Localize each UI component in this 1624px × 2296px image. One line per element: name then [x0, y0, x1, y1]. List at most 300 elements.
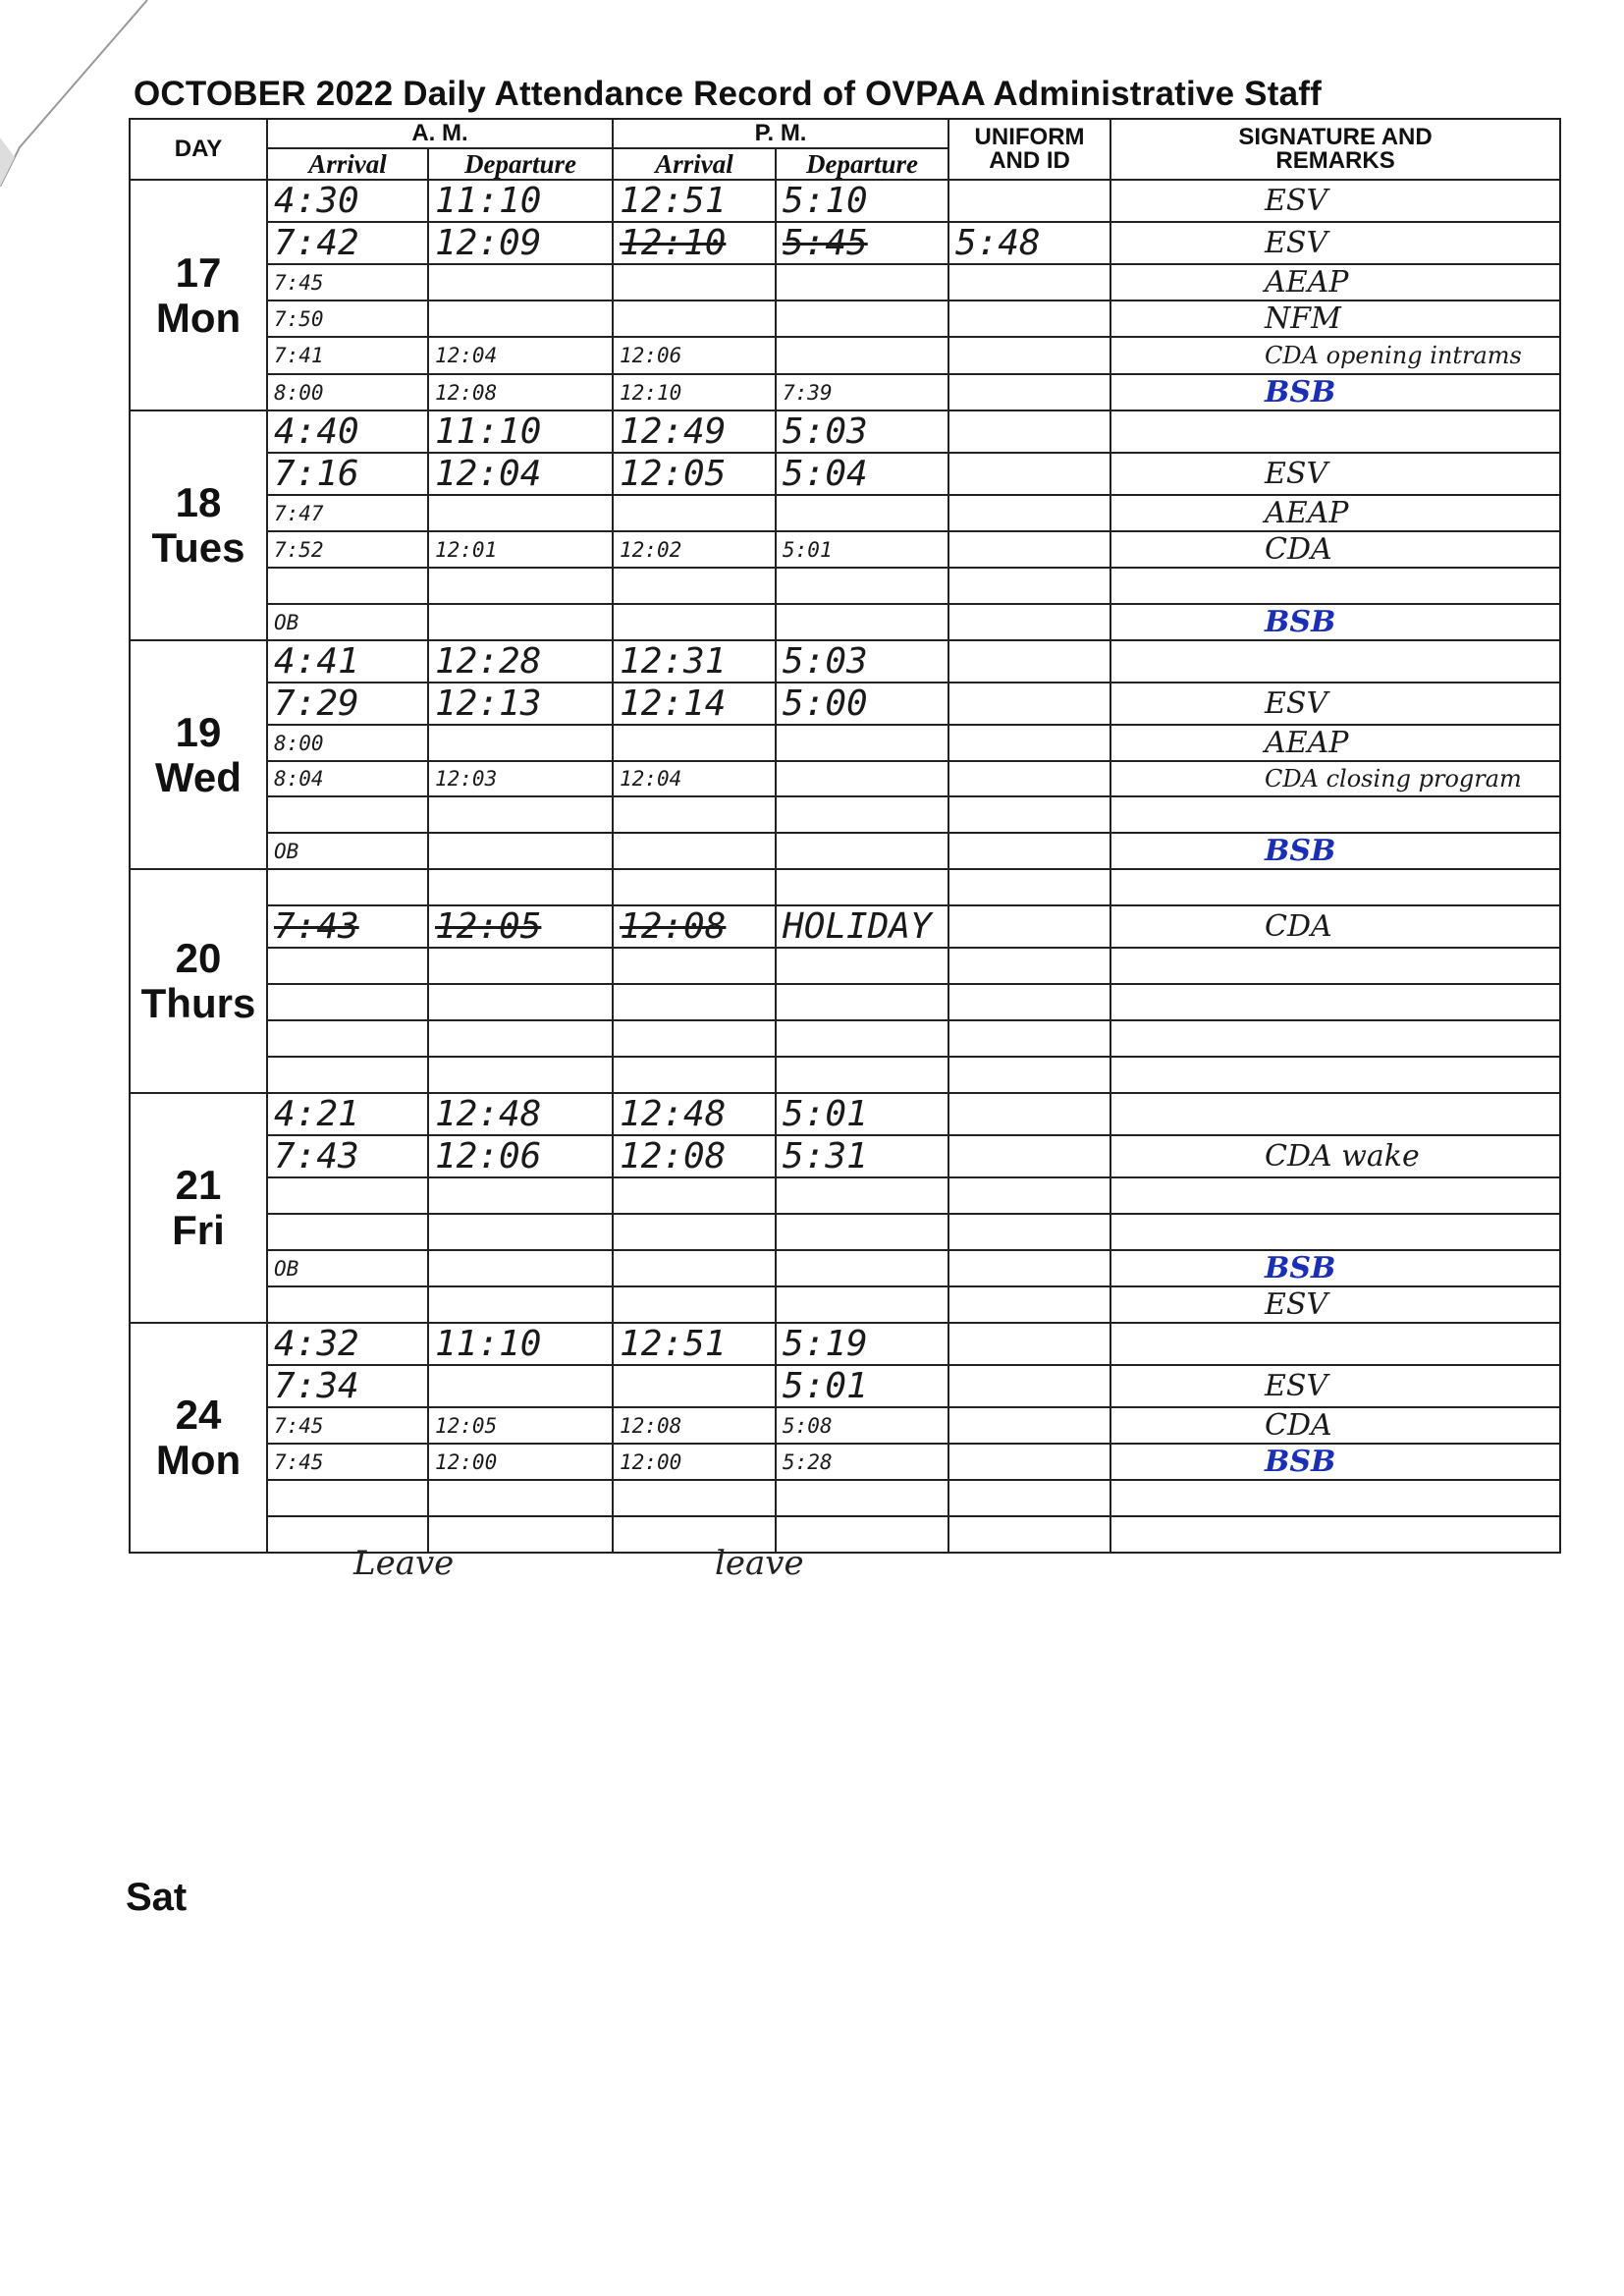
remark-text [1117, 949, 1265, 983]
signature-cell [1110, 1177, 1560, 1214]
table-row [130, 1020, 1560, 1057]
time-cell-pm-arr [613, 604, 776, 640]
table-row [130, 833, 1560, 869]
table-row [130, 264, 1560, 301]
signature-cell [1110, 495, 1560, 531]
time-cell-am-dep [428, 301, 613, 337]
handwritten-time: 12:31 [620, 641, 727, 682]
time-cell-uniform [948, 1444, 1110, 1480]
time-cell-am-arr [267, 1250, 428, 1286]
time-cell-am-dep [428, 604, 613, 640]
table-row [130, 796, 1560, 833]
handwritten-time: OB [274, 610, 299, 634]
handwritten-time: 12:05 [435, 906, 542, 947]
time-cell-am-dep [428, 1177, 613, 1214]
remark-text: BSB [1265, 1445, 1336, 1479]
remark-text: BSB [1265, 605, 1336, 639]
handwritten-time: 11:10 [435, 181, 542, 221]
remark-text: CDA [1265, 909, 1332, 944]
table-row [130, 725, 1560, 761]
signature-cell [1110, 948, 1560, 984]
handwritten-time: 7:16 [274, 454, 359, 494]
handwritten-time: 5:01 [783, 1366, 868, 1406]
time-cell-am-arr [267, 1286, 428, 1323]
time-cell-am-dep [428, 1020, 613, 1057]
time-cell-am-arr [267, 1177, 428, 1214]
time-cell-uniform [948, 761, 1110, 796]
time-cell-pm-arr [613, 222, 776, 264]
time-cell-uniform [948, 568, 1110, 604]
time-cell-am-dep [428, 1365, 613, 1407]
day-cell [130, 640, 267, 869]
signature-cell [1110, 1020, 1560, 1057]
time-cell-uniform [948, 222, 1110, 264]
remark-text [1117, 1021, 1265, 1056]
day-name: Thurs [140, 980, 256, 1026]
time-cell-pm-arr [613, 1250, 776, 1286]
time-cell-pm-dep [776, 1250, 948, 1286]
time-cell-uniform [948, 1480, 1110, 1516]
time-cell-am-arr [267, 531, 428, 568]
time-cell-pm-arr [613, 1365, 776, 1407]
time-cell-am-arr [267, 337, 428, 374]
handwritten-time: 8:04 [274, 767, 324, 791]
handwritten-time: 7:39 [783, 380, 833, 405]
handwritten-time: 5:08 [783, 1413, 833, 1438]
time-cell-am-arr [267, 1135, 428, 1177]
time-cell-pm-arr [613, 374, 776, 410]
handwritten-time: 5:01 [783, 1094, 868, 1134]
day-name: Fri [172, 1207, 225, 1253]
handwritten-time: 4:32 [274, 1324, 359, 1364]
time-cell-am-dep [428, 180, 613, 222]
table-row [130, 869, 1560, 905]
time-cell-uniform [948, 683, 1110, 725]
signature-cell [1110, 1516, 1560, 1553]
signature-cell [1110, 1323, 1560, 1365]
footer-day-label: Sat [126, 1876, 188, 1919]
time-cell-pm-arr [613, 1214, 776, 1250]
table-row [130, 222, 1560, 264]
remark-text: AEAP [1265, 496, 1349, 530]
table-row [130, 410, 1560, 453]
time-cell-pm-arr [613, 761, 776, 796]
time-cell-pm-dep [776, 761, 948, 796]
signature-cell [1110, 374, 1560, 410]
signature-cell [1110, 1286, 1560, 1323]
attendance-table [129, 118, 1561, 1554]
handwritten-time: 11:10 [435, 1324, 542, 1364]
handwritten-time: 7:52 [274, 537, 324, 562]
remark-text [1117, 797, 1265, 832]
page-title: OCTOBER 2022 Daily Attendance Record of OVPAA Administrative Staff [134, 75, 1322, 113]
remark-text [1117, 1178, 1265, 1213]
signature-cell [1110, 1093, 1560, 1135]
handwritten-time: 12:48 [620, 1094, 727, 1134]
signature-cell [1110, 222, 1560, 264]
time-cell-am-arr [267, 1020, 428, 1057]
table-header [130, 119, 1560, 180]
time-cell-pm-arr [613, 640, 776, 683]
signature-cell [1110, 1135, 1560, 1177]
time-cell-am-dep [428, 495, 613, 531]
signature-cell [1110, 410, 1560, 453]
handwritten-time: 5:31 [783, 1136, 868, 1176]
time-cell-am-dep [428, 1480, 613, 1516]
time-cell-pm-dep [776, 1020, 948, 1057]
time-cell-pm-arr [613, 180, 776, 222]
day-cell [130, 180, 267, 410]
time-cell-am-dep [428, 761, 613, 796]
time-cell-am-arr [267, 568, 428, 604]
time-cell-uniform [948, 1323, 1110, 1365]
header-signature-line1: SIGNATURE AND [1238, 124, 1433, 150]
time-cell-pm-dep [776, 604, 948, 640]
header-day: DAY [130, 119, 267, 180]
handwritten-time: OB [274, 839, 299, 863]
time-cell-am-arr [267, 1057, 428, 1093]
time-cell-pm-dep [776, 1323, 948, 1365]
header-pm-arrival: Arrival [613, 148, 776, 180]
signature-cell [1110, 725, 1560, 761]
time-cell-am-dep [428, 683, 613, 725]
time-cell-uniform [948, 410, 1110, 453]
time-cell-pm-arr [613, 683, 776, 725]
remark-text: ESV [1265, 226, 1328, 260]
remark-text [1117, 1097, 1265, 1131]
handwritten-time: 7:34 [274, 1366, 359, 1406]
table-body [130, 180, 1560, 1553]
remark-text: ESV [1265, 1287, 1328, 1322]
table-row [130, 905, 1560, 948]
remark-text [1117, 569, 1265, 603]
time-cell-uniform [948, 640, 1110, 683]
table-row [130, 761, 1560, 796]
time-cell-pm-dep [776, 948, 948, 984]
leave-note-pm: leave [715, 1544, 804, 1583]
time-cell-pm-dep [776, 1057, 948, 1093]
time-cell-uniform [948, 1093, 1110, 1135]
handwritten-time: 8:00 [274, 380, 324, 405]
table-row [130, 1250, 1560, 1286]
day-cell [130, 869, 267, 1093]
handwritten-time: 4:41 [274, 641, 359, 682]
time-cell-pm-arr [613, 531, 776, 568]
time-cell-am-dep [428, 948, 613, 984]
time-cell-am-arr [267, 984, 428, 1020]
time-cell-am-dep [428, 1057, 613, 1093]
handwritten-time: 12:09 [435, 223, 542, 263]
day-cell [130, 410, 267, 640]
remark-text [1117, 1058, 1265, 1092]
signature-cell [1110, 833, 1560, 869]
remark-text: NFM [1265, 301, 1341, 336]
time-cell-pm-dep [776, 1407, 948, 1444]
time-cell-uniform [948, 833, 1110, 869]
table-row [130, 1177, 1560, 1214]
time-cell-am-dep [428, 640, 613, 683]
time-cell-pm-arr [613, 453, 776, 495]
table-row [130, 180, 1560, 222]
signature-cell [1110, 1407, 1560, 1444]
remark-text: BSB [1265, 375, 1336, 410]
time-cell-am-arr [267, 948, 428, 984]
handwritten-time: 5:48 [955, 223, 1041, 263]
handwritten-time: 11:10 [435, 411, 542, 452]
time-cell-uniform [948, 374, 1110, 410]
time-cell-uniform [948, 1516, 1110, 1553]
time-cell-am-arr [267, 301, 428, 337]
time-cell-uniform [948, 796, 1110, 833]
handwritten-time: 5:03 [783, 641, 868, 682]
signature-cell [1110, 1057, 1560, 1093]
handwritten-time: 7:29 [274, 683, 359, 724]
day-cell [130, 1093, 267, 1323]
handwritten-time: 7:41 [274, 344, 324, 367]
time-cell-uniform [948, 453, 1110, 495]
time-cell-pm-dep [776, 301, 948, 337]
remark-text [1117, 1517, 1265, 1552]
handwritten-time: 5:45 [783, 223, 868, 263]
day-number: 19 [175, 708, 222, 755]
handwritten-time: 7:47 [274, 501, 324, 525]
handwritten-time: 5:01 [783, 537, 833, 562]
table-row [130, 640, 1560, 683]
signature-cell [1110, 531, 1560, 568]
table-row [130, 1444, 1560, 1480]
time-cell-pm-dep [776, 337, 948, 374]
time-cell-am-arr [267, 180, 428, 222]
time-cell-pm-dep [776, 374, 948, 410]
handwritten-time: 7:45 [274, 270, 324, 295]
signature-cell [1110, 568, 1560, 604]
table-row [130, 1365, 1560, 1407]
time-cell-uniform [948, 1177, 1110, 1214]
time-cell-am-dep [428, 1444, 613, 1480]
handwritten-time: 12:01 [435, 537, 498, 562]
time-cell-uniform [948, 1135, 1110, 1177]
table-row [130, 604, 1560, 640]
time-cell-am-arr [267, 604, 428, 640]
time-cell-pm-arr [613, 1407, 776, 1444]
signature-cell [1110, 796, 1560, 833]
signature-cell [1110, 337, 1560, 374]
signature-cell [1110, 869, 1560, 905]
header-signature [1110, 119, 1560, 180]
table-row [130, 1286, 1560, 1323]
time-cell-pm-dep [776, 905, 948, 948]
time-cell-pm-arr [613, 1135, 776, 1177]
table-row [130, 683, 1560, 725]
time-cell-pm-arr [613, 905, 776, 948]
remark-text: BSB [1265, 834, 1336, 868]
handwritten-time: 12:08 [620, 1136, 727, 1176]
time-cell-uniform [948, 495, 1110, 531]
signature-cell [1110, 683, 1560, 725]
handwritten-time: 12:08 [620, 1413, 682, 1438]
time-cell-am-arr [267, 453, 428, 495]
handwritten-time: 12:51 [620, 1324, 727, 1364]
header-uniform-line2: AND ID [989, 147, 1070, 174]
time-cell-pm-dep [776, 1286, 948, 1323]
time-cell-am-dep [428, 1214, 613, 1250]
table-row [130, 984, 1560, 1020]
time-cell-pm-dep [776, 495, 948, 531]
handwritten-time: 12:49 [620, 411, 727, 452]
remark-text [1117, 870, 1265, 904]
time-cell-pm-arr [613, 1057, 776, 1093]
remark-text [1117, 644, 1265, 679]
handwritten-time: 12:48 [435, 1094, 542, 1134]
handwritten-time: 12:10 [620, 223, 727, 263]
time-cell-pm-arr [613, 410, 776, 453]
handwritten-time: 5:19 [783, 1324, 868, 1364]
time-cell-pm-dep [776, 833, 948, 869]
time-cell-pm-arr [613, 1020, 776, 1057]
time-cell-pm-dep [776, 869, 948, 905]
handwritten-time: 12:05 [435, 1413, 498, 1438]
time-cell-uniform [948, 905, 1110, 948]
time-cell-pm-dep [776, 1480, 948, 1516]
time-cell-am-arr [267, 1214, 428, 1250]
time-cell-am-dep [428, 374, 613, 410]
remark-text [1117, 985, 1265, 1019]
time-cell-am-arr [267, 410, 428, 453]
signature-cell [1110, 604, 1560, 640]
time-cell-uniform [948, 1286, 1110, 1323]
handwritten-time: 8:00 [274, 731, 324, 755]
time-cell-pm-arr [613, 796, 776, 833]
time-cell-uniform [948, 337, 1110, 374]
handwritten-time: 7:43 [274, 1136, 359, 1176]
time-cell-am-arr [267, 1093, 428, 1135]
time-cell-pm-arr [613, 725, 776, 761]
handwritten-time: 12:00 [620, 1449, 682, 1474]
remark-text: CDA [1265, 1408, 1332, 1443]
time-cell-pm-dep [776, 1177, 948, 1214]
time-cell-am-dep [428, 984, 613, 1020]
handwritten-time: 5:28 [783, 1449, 833, 1474]
day-number: 20 [175, 935, 222, 981]
time-cell-am-dep [428, 796, 613, 833]
time-cell-uniform [948, 180, 1110, 222]
time-cell-pm-dep [776, 222, 948, 264]
handwritten-time: 7:50 [274, 306, 324, 331]
time-cell-am-arr [267, 725, 428, 761]
remark-text: CDA wake [1265, 1139, 1420, 1174]
table-row [130, 1057, 1560, 1093]
time-cell-pm-arr [613, 869, 776, 905]
time-cell-uniform [948, 1407, 1110, 1444]
handwritten-time: 12:08 [620, 906, 727, 947]
handwritten-time: 5:03 [783, 411, 868, 452]
signature-cell [1110, 1214, 1560, 1250]
time-cell-pm-dep [776, 1444, 948, 1480]
signature-cell [1110, 180, 1560, 222]
time-cell-pm-arr [613, 495, 776, 531]
handwritten-time: 12:10 [620, 380, 682, 405]
leave-note-am: Leave [353, 1544, 455, 1583]
time-cell-pm-dep [776, 453, 948, 495]
time-cell-am-dep [428, 869, 613, 905]
time-cell-pm-arr [613, 337, 776, 374]
handwritten-time: 7:43 [274, 906, 359, 947]
handwritten-time: 12:02 [620, 537, 682, 562]
handwritten-time: 5:00 [783, 683, 868, 724]
signature-cell [1110, 1480, 1560, 1516]
remark-text: ESV [1265, 1369, 1328, 1403]
time-cell-pm-arr [613, 1093, 776, 1135]
table-row [130, 1480, 1560, 1516]
time-cell-uniform [948, 604, 1110, 640]
table-row [130, 495, 1560, 531]
remark-text: ESV [1265, 184, 1328, 218]
table-row [130, 1093, 1560, 1135]
signature-cell [1110, 640, 1560, 683]
time-cell-am-dep [428, 1516, 613, 1553]
time-cell-pm-dep [776, 264, 948, 301]
table-row [130, 453, 1560, 495]
time-cell-uniform [948, 1365, 1110, 1407]
time-cell-am-dep [428, 1135, 613, 1177]
header-am-departure: Departure [428, 148, 613, 180]
time-cell-pm-dep [776, 1093, 948, 1135]
remark-text: AEAP [1265, 265, 1349, 300]
time-cell-pm-dep [776, 568, 948, 604]
time-cell-am-arr [267, 1407, 428, 1444]
handwritten-time: 12:04 [435, 344, 498, 367]
handwritten-time: 12:28 [435, 641, 542, 682]
time-cell-pm-arr [613, 948, 776, 984]
time-cell-am-dep [428, 337, 613, 374]
time-cell-uniform [948, 984, 1110, 1020]
table-row [130, 1516, 1560, 1553]
day-number: 21 [175, 1162, 222, 1208]
signature-cell [1110, 905, 1560, 948]
day-name: Tues [151, 524, 245, 571]
remark-text: CDA opening intrams [1265, 342, 1522, 369]
time-cell-uniform [948, 531, 1110, 568]
time-cell-uniform [948, 1057, 1110, 1093]
remark-text: CDA [1265, 532, 1332, 567]
day-cell [130, 1323, 267, 1553]
time-cell-pm-arr [613, 833, 776, 869]
day-number: 24 [175, 1392, 222, 1438]
time-cell-am-arr [267, 833, 428, 869]
header-uniform [948, 119, 1110, 180]
table-row [130, 1407, 1560, 1444]
time-cell-pm-arr [613, 1177, 776, 1214]
header-am-arrival: Arrival [267, 148, 428, 180]
table-row [130, 531, 1560, 568]
handwritten-time: OB [274, 1256, 299, 1281]
signature-cell [1110, 264, 1560, 301]
time-cell-am-arr [267, 1323, 428, 1365]
time-cell-uniform [948, 1020, 1110, 1057]
handwritten-time: 7:45 [274, 1413, 324, 1438]
table-row [130, 1323, 1560, 1365]
remark-text: AEAP [1265, 726, 1349, 760]
table-row [130, 568, 1560, 604]
handwritten-time: 5:04 [783, 454, 868, 494]
handwritten-time: HOLIDAY [783, 906, 932, 947]
time-cell-am-dep [428, 1250, 613, 1286]
time-cell-am-dep [428, 1093, 613, 1135]
remark-text [1117, 1327, 1265, 1361]
time-cell-pm-dep [776, 984, 948, 1020]
time-cell-am-dep [428, 905, 613, 948]
time-cell-am-dep [428, 1323, 613, 1365]
